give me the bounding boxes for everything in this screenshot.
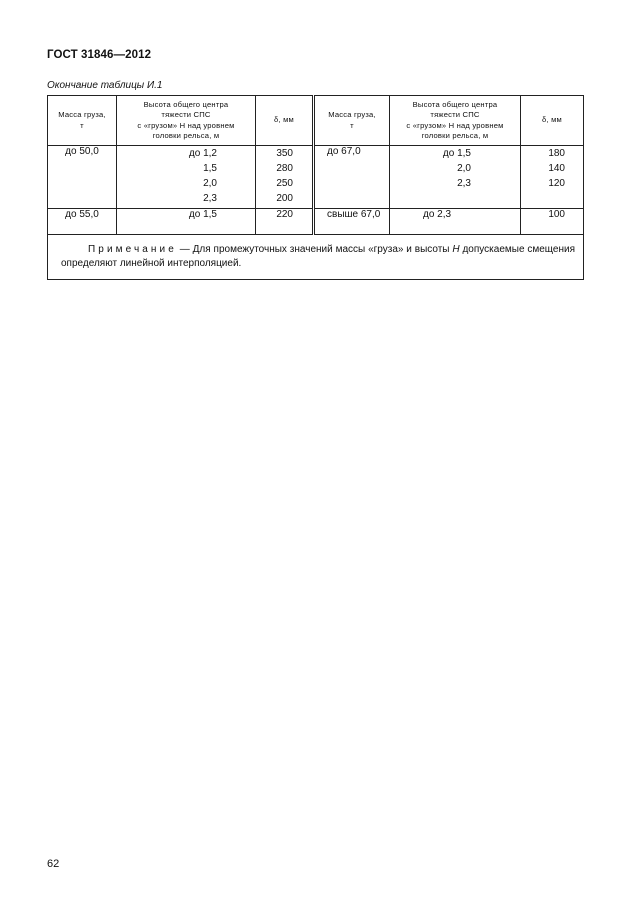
document-code-header: ГОСТ 31846—2012 xyxy=(47,49,152,61)
cell-height-2: до 2,3 xyxy=(390,209,521,235)
cell-mass: до 50,0 xyxy=(48,146,117,209)
table-note: Примечание — Для промежуточных значений массы «груза» и высоты Н допускаемые смещения определяют линейной интерполяцией. xyxy=(48,235,584,280)
header-delta: δ, мм xyxy=(256,96,314,146)
data-table xyxy=(47,95,584,280)
table-caption: Окончание таблицы И.1 xyxy=(47,80,163,91)
header-delta-2: δ, мм xyxy=(521,96,584,146)
page-number: 62 xyxy=(47,858,60,870)
cell-deltas-2: 180 140 120 xyxy=(521,146,584,209)
cell-heights: до 1,2 1,5 2,0 2,3 xyxy=(117,146,256,209)
header-mass-2: Масса груза, т xyxy=(314,96,390,146)
cell-mass-2: до 67,0 xyxy=(314,146,390,209)
cell-heights-2: до 1,5 2,0 2,3 xyxy=(390,146,521,209)
cell-mass: до 55,0 xyxy=(48,209,117,235)
header-height-2: Высота общего центра тяжести СПС с «грузом» Н над уровнем головки рельса, м xyxy=(390,96,521,146)
cell-mass-2: свыше 67,0 xyxy=(314,209,390,235)
header-height: Высота общего центра тяжести СПС с «грузом» Н над уровнем головки рельса, м xyxy=(117,96,256,146)
cell-deltas: 350 280 250 200 xyxy=(256,146,314,209)
table-row xyxy=(48,146,584,209)
note-label: Примечание xyxy=(88,244,177,255)
cell-delta: 220 xyxy=(256,209,314,235)
cell-delta-2: 100 xyxy=(521,209,584,235)
table-row xyxy=(48,209,584,235)
note-row xyxy=(48,235,584,280)
header-mass: Масса груза, т xyxy=(48,96,117,146)
cell-height: до 1,5 xyxy=(117,209,256,235)
table-header-row xyxy=(48,96,584,146)
